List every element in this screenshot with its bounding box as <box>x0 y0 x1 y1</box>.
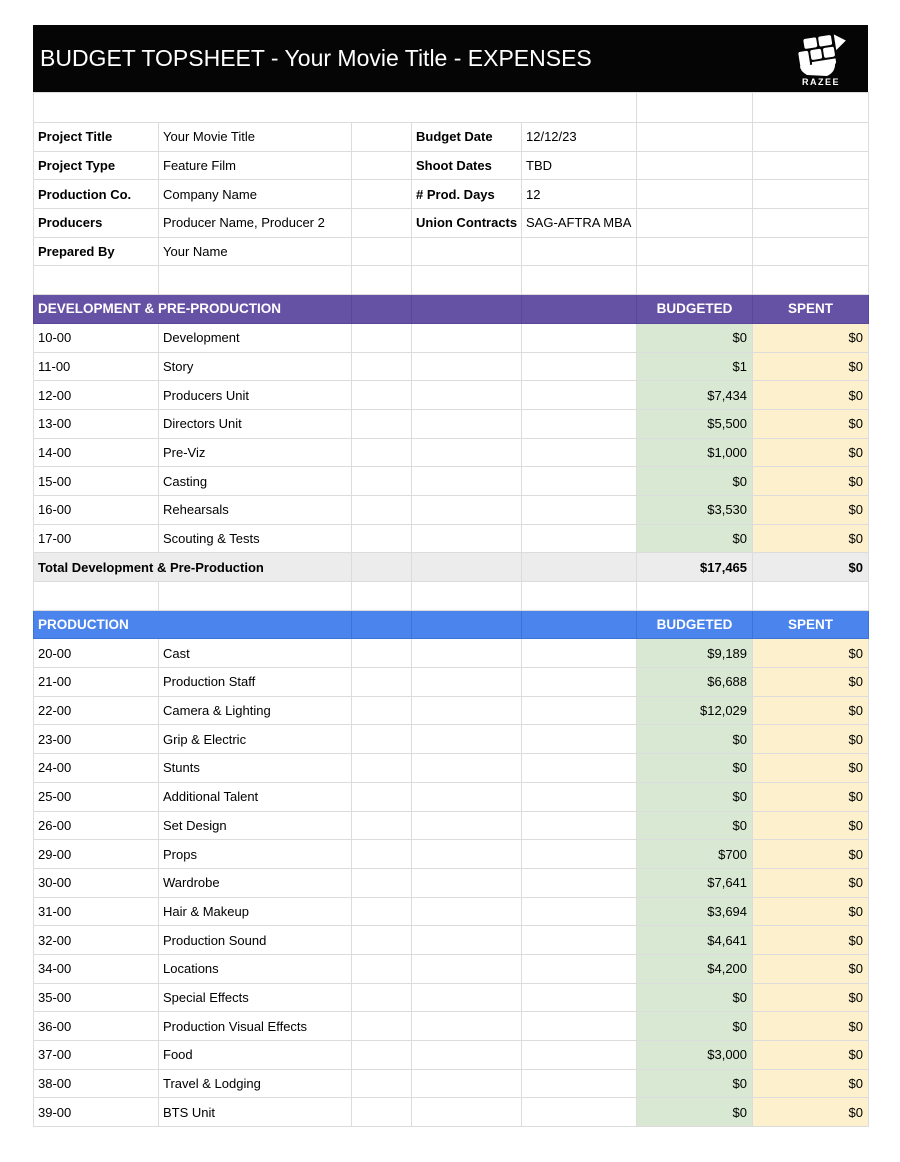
cell-empty <box>352 1069 412 1098</box>
cell-budgeted-amount: $12,029 <box>637 696 753 725</box>
cell-account-name: Production Visual Effects <box>159 1012 352 1041</box>
table-row <box>34 524 869 553</box>
cell-empty <box>352 897 412 926</box>
cell-info-label: Prepared By <box>34 237 159 266</box>
table-row <box>34 582 869 611</box>
table-row <box>34 725 869 754</box>
cell-empty <box>522 1012 637 1041</box>
table-row <box>34 754 869 783</box>
cell-empty <box>352 668 412 697</box>
cell-empty <box>522 381 637 410</box>
cell-empty <box>352 696 412 725</box>
table-row <box>34 1069 869 1098</box>
table-row <box>34 868 869 897</box>
cell-empty <box>352 868 412 897</box>
table-row <box>34 237 869 266</box>
cell-account-code: 13-00 <box>34 409 159 438</box>
cell-info-label: Production Co. <box>34 180 159 209</box>
cell-account-name: Special Effects <box>159 983 352 1012</box>
cell-empty <box>34 582 159 611</box>
cell-info-label: Union Contracts <box>412 209 522 238</box>
cell-account-name: Camera & Lighting <box>159 696 352 725</box>
cell-spent-amount: $0 <box>753 438 869 467</box>
cell-empty <box>753 266 869 295</box>
cell-account-code: 26-00 <box>34 811 159 840</box>
table-row <box>34 954 869 983</box>
cell-account-code: 32-00 <box>34 926 159 955</box>
cell-account-code: 10-00 <box>34 323 159 352</box>
cell-empty <box>352 123 412 152</box>
cell-info-label: Producers <box>34 209 159 238</box>
cell-account-name: Additional Talent <box>159 782 352 811</box>
cell-account-code: 16-00 <box>34 495 159 524</box>
cell-total-label: Total Development & Pre-Production <box>34 553 352 582</box>
column-header-spent: SPENT <box>753 295 869 324</box>
section-title: DEVELOPMENT & PRE-PRODUCTION <box>34 295 352 324</box>
cell-budgeted-amount: $7,641 <box>637 868 753 897</box>
cell-account-name: Casting <box>159 467 352 496</box>
cell-budgeted-amount: $3,530 <box>637 495 753 524</box>
cell-empty <box>522 495 637 524</box>
cell-info-value <box>522 237 637 266</box>
table-row <box>34 668 869 697</box>
cell-account-name: Scouting & Tests <box>159 524 352 553</box>
cell-empty <box>412 926 522 955</box>
cell-empty <box>637 266 753 295</box>
cell-spent-amount: $0 <box>753 668 869 697</box>
cell-empty <box>352 811 412 840</box>
cell-empty <box>412 1098 522 1127</box>
cell-account-code: 25-00 <box>34 782 159 811</box>
cell-empty <box>522 696 637 725</box>
cell-empty <box>412 495 522 524</box>
cell-spent-amount: $0 <box>753 524 869 553</box>
cell-empty <box>412 725 522 754</box>
cell-empty <box>412 438 522 467</box>
cell-empty <box>352 266 412 295</box>
cell-empty <box>412 553 522 582</box>
cell-info-value: TBD <box>522 151 637 180</box>
cell-spent-amount: $0 <box>753 409 869 438</box>
cell-account-code: 14-00 <box>34 438 159 467</box>
cell-account-name: BTS Unit <box>159 1098 352 1127</box>
razee-fist-icon <box>788 32 854 86</box>
cell-info-value: Company Name <box>159 180 352 209</box>
cell-empty <box>352 983 412 1012</box>
cell-account-code: 15-00 <box>34 467 159 496</box>
cell-empty <box>352 582 412 611</box>
cell-info-label: Shoot Dates <box>412 151 522 180</box>
cell-empty <box>159 582 352 611</box>
cell-spent-amount: $0 <box>753 725 869 754</box>
cell-empty <box>412 782 522 811</box>
cell-empty <box>412 1041 522 1070</box>
cell-budgeted-amount: $5,500 <box>637 409 753 438</box>
cell-empty <box>352 209 412 238</box>
cell-spent-amount: $0 <box>753 840 869 869</box>
cell-empty <box>522 1041 637 1070</box>
cell-account-code: 11-00 <box>34 352 159 381</box>
cell-budgeted-amount: $0 <box>637 782 753 811</box>
cell-budgeted-amount: $3,000 <box>637 1041 753 1070</box>
table-row <box>34 409 869 438</box>
cell-account-name: Hair & Makeup <box>159 897 352 926</box>
cell-info-value: Your Movie Title <box>159 123 352 152</box>
table-row <box>34 123 869 152</box>
cell-empty <box>412 352 522 381</box>
cell-empty <box>522 754 637 783</box>
cell-account-code: 17-00 <box>34 524 159 553</box>
cell-account-code: 37-00 <box>34 1041 159 1070</box>
cell-account-code: 29-00 <box>34 840 159 869</box>
cell-empty <box>522 668 637 697</box>
table-row <box>34 696 869 725</box>
cell-spent-amount: $0 <box>753 381 869 410</box>
cell-account-code: 39-00 <box>34 1098 159 1127</box>
cell-empty <box>522 811 637 840</box>
table-row <box>34 180 869 209</box>
cell-empty <box>352 381 412 410</box>
cell-budgeted-amount: $0 <box>637 1012 753 1041</box>
table-row <box>34 1041 869 1070</box>
cell-empty <box>352 954 412 983</box>
cell-empty <box>412 1069 522 1098</box>
table-row <box>34 151 869 180</box>
title-bar <box>33 25 868 92</box>
cell-empty <box>412 409 522 438</box>
cell-empty <box>352 1098 412 1127</box>
cell-empty <box>522 897 637 926</box>
table-row <box>34 495 869 524</box>
cell-account-name: Production Staff <box>159 668 352 697</box>
table-row <box>34 266 869 295</box>
cell-empty <box>412 811 522 840</box>
cell-spent-amount: $0 <box>753 1069 869 1098</box>
cell-account-name: Grip & Electric <box>159 725 352 754</box>
cell-empty <box>522 266 637 295</box>
cell-spent-amount: $0 <box>753 897 869 926</box>
cell-empty <box>522 524 637 553</box>
cell-spent-amount: $0 <box>753 467 869 496</box>
cell-empty <box>412 754 522 783</box>
cell-empty <box>352 524 412 553</box>
cell-budgeted-amount: $0 <box>637 811 753 840</box>
cell-empty <box>522 409 637 438</box>
cell-empty <box>412 582 522 611</box>
cell-budgeted-amount: $700 <box>637 840 753 869</box>
cell-account-code: 24-00 <box>34 754 159 783</box>
cell-budgeted-amount: $0 <box>637 323 753 352</box>
cell-empty <box>753 180 869 209</box>
cell-account-code: 23-00 <box>34 725 159 754</box>
cell-empty <box>522 725 637 754</box>
cell-spent-amount: $0 <box>753 1041 869 1070</box>
cell-budgeted-amount: $0 <box>637 725 753 754</box>
cell-empty <box>753 123 869 152</box>
cell-account-code: 20-00 <box>34 639 159 668</box>
cell-empty <box>412 381 522 410</box>
cell-empty <box>522 1098 637 1127</box>
column-header-budgeted: BUDGETED <box>637 610 753 639</box>
cell-empty <box>352 151 412 180</box>
cell-empty <box>753 151 869 180</box>
cell-info-label: # Prod. Days <box>412 180 522 209</box>
cell-info-label: Project Type <box>34 151 159 180</box>
cell-account-name: Cast <box>159 639 352 668</box>
cell-empty <box>637 582 753 611</box>
cell-empty <box>352 180 412 209</box>
section-header-production <box>34 610 869 639</box>
cell-account-name: Production Sound <box>159 926 352 955</box>
cell-account-name: Set Design <box>159 811 352 840</box>
cell-empty <box>412 323 522 352</box>
cell-info-label: Budget Date <box>412 123 522 152</box>
cell-account-name: Pre-Viz <box>159 438 352 467</box>
cell-budgeted-amount: $0 <box>637 1069 753 1098</box>
cell-account-code: 36-00 <box>34 1012 159 1041</box>
cell-account-name: Locations <box>159 954 352 983</box>
cell-budgeted-amount: $0 <box>637 754 753 783</box>
cell-account-code: 31-00 <box>34 897 159 926</box>
cell-budgeted-amount: $1 <box>637 352 753 381</box>
cell-empty <box>522 352 637 381</box>
cell-account-name: Story <box>159 352 352 381</box>
cell-budgeted-amount: $0 <box>637 524 753 553</box>
cell-empty <box>412 868 522 897</box>
cell-empty <box>522 467 637 496</box>
cell-empty <box>352 1012 412 1041</box>
cell-account-code: 30-00 <box>34 868 159 897</box>
cell-empty <box>352 409 412 438</box>
cell-spent-amount: $0 <box>753 782 869 811</box>
table-row <box>34 897 869 926</box>
razee-logo <box>788 32 854 86</box>
cell-empty <box>352 352 412 381</box>
cell-info-label: Project Title <box>34 123 159 152</box>
cell-spent-amount: $0 <box>753 696 869 725</box>
cell-empty <box>352 754 412 783</box>
cell-budgeted-amount: $6,688 <box>637 668 753 697</box>
cell-empty <box>352 467 412 496</box>
cell-empty <box>522 782 637 811</box>
cell-empty <box>522 639 637 668</box>
table-row <box>34 811 869 840</box>
table-row <box>34 93 869 123</box>
table-row <box>34 639 869 668</box>
table-row <box>34 323 869 352</box>
cell-spent-amount: $0 <box>753 1012 869 1041</box>
table-row <box>34 840 869 869</box>
cell-spent-amount: $0 <box>753 926 869 955</box>
cell-account-code: 22-00 <box>34 696 159 725</box>
cell-account-code: 35-00 <box>34 983 159 1012</box>
cell-empty <box>637 123 753 152</box>
table-row <box>34 467 869 496</box>
cell-budgeted-amount: $7,434 <box>637 381 753 410</box>
table-row <box>34 1098 869 1127</box>
cell-empty <box>412 897 522 926</box>
cell-empty <box>637 237 753 266</box>
cell-spent-amount: $0 <box>753 639 869 668</box>
cell-empty <box>352 840 412 869</box>
cell-budgeted-amount: $0 <box>637 1098 753 1127</box>
razee-logo-text: RAZEE <box>801 76 841 86</box>
cell-account-name: Food <box>159 1041 352 1070</box>
table-row <box>34 209 869 238</box>
cell-spent-amount: $0 <box>753 1098 869 1127</box>
cell-empty <box>753 93 869 123</box>
section-title: PRODUCTION <box>34 610 352 639</box>
cell-empty <box>412 840 522 869</box>
table-row <box>34 983 869 1012</box>
cell-empty <box>522 553 637 582</box>
column-header-budgeted: BUDGETED <box>637 295 753 324</box>
cell-account-name: Directors Unit <box>159 409 352 438</box>
cell-account-name: Producers Unit <box>159 381 352 410</box>
cell-empty <box>352 438 412 467</box>
section-header-development <box>34 295 869 324</box>
cell-empty <box>522 323 637 352</box>
cell-empty <box>352 610 412 639</box>
cell-empty <box>352 323 412 352</box>
cell-account-code: 12-00 <box>34 381 159 410</box>
cell-spent-amount: $0 <box>753 323 869 352</box>
cell-spent-amount: $0 <box>753 495 869 524</box>
cell-empty <box>412 639 522 668</box>
cell-empty <box>522 1069 637 1098</box>
cell-account-name: Props <box>159 840 352 869</box>
cell-spent-amount: $0 <box>753 754 869 783</box>
page-title: BUDGET TOPSHEET - Your Movie Title - EXPENSES <box>40 45 592 71</box>
cell-empty <box>522 438 637 467</box>
cell-budgeted-amount: $0 <box>637 467 753 496</box>
cell-info-value: Producer Name, Producer 2 <box>159 209 352 238</box>
cell-empty <box>352 553 412 582</box>
total-row-development <box>34 553 869 582</box>
cell-budgeted-amount: $9,189 <box>637 639 753 668</box>
cell-empty <box>352 639 412 668</box>
table-row <box>34 381 869 410</box>
cell-budgeted-amount: $4,200 <box>637 954 753 983</box>
cell-account-code: 38-00 <box>34 1069 159 1098</box>
table-row <box>34 1012 869 1041</box>
cell-empty <box>637 93 753 123</box>
cell-empty <box>352 926 412 955</box>
cell-empty <box>352 495 412 524</box>
cell-spent-amount: $0 <box>753 811 869 840</box>
budget-table <box>33 92 869 1127</box>
cell-empty <box>753 582 869 611</box>
cell-spent-amount: $0 <box>753 868 869 897</box>
cell-account-code: 21-00 <box>34 668 159 697</box>
cell-info-value: 12/12/23 <box>522 123 637 152</box>
cell-empty <box>412 266 522 295</box>
cell-spent-amount: $0 <box>753 983 869 1012</box>
cell-total-budgeted: $17,465 <box>637 553 753 582</box>
cell-empty <box>159 266 352 295</box>
cell-empty <box>34 266 159 295</box>
cell-account-name: Stunts <box>159 754 352 783</box>
table-row <box>34 352 869 381</box>
cell-empty <box>522 582 637 611</box>
cell-empty <box>412 467 522 496</box>
cell-spent-amount: $0 <box>753 954 869 983</box>
cell-info-value: Feature Film <box>159 151 352 180</box>
cell-empty <box>412 610 522 639</box>
cell-account-name: Wardrobe <box>159 868 352 897</box>
cell-empty <box>522 868 637 897</box>
cell-spent-amount: $0 <box>753 352 869 381</box>
cell-empty <box>522 840 637 869</box>
cell-empty <box>637 151 753 180</box>
cell-budgeted-amount: $1,000 <box>637 438 753 467</box>
table-row <box>34 926 869 955</box>
cell-info-value: 12 <box>522 180 637 209</box>
cell-budgeted-amount: $4,641 <box>637 926 753 955</box>
cell-empty <box>352 1041 412 1070</box>
cell-empty <box>352 237 412 266</box>
cell-empty <box>412 668 522 697</box>
cell-info-value: Your Name <box>159 237 352 266</box>
cell-account-code: 34-00 <box>34 954 159 983</box>
cell-info-label <box>412 237 522 266</box>
cell-empty <box>522 610 637 639</box>
cell-account-name: Travel & Lodging <box>159 1069 352 1098</box>
cell-empty <box>522 926 637 955</box>
cell-empty <box>412 954 522 983</box>
cell-empty <box>412 696 522 725</box>
cell-empty <box>522 954 637 983</box>
cell-empty <box>412 1012 522 1041</box>
cell-empty <box>412 524 522 553</box>
column-header-spent: SPENT <box>753 610 869 639</box>
cell-empty <box>522 983 637 1012</box>
cell-empty <box>637 209 753 238</box>
cell-budgeted-amount: $3,694 <box>637 897 753 926</box>
cell-empty <box>352 295 412 324</box>
cell-empty <box>753 237 869 266</box>
budget-topsheet <box>33 25 868 1127</box>
cell-empty <box>352 782 412 811</box>
table-row <box>34 438 869 467</box>
table-row <box>34 782 869 811</box>
cell-budgeted-amount: $0 <box>637 983 753 1012</box>
cell-account-name: Rehearsals <box>159 495 352 524</box>
cell-info-value: SAG-AFTRA MBA <box>522 209 637 238</box>
cell-empty <box>522 295 637 324</box>
cell-empty <box>753 209 869 238</box>
cell-empty <box>352 725 412 754</box>
cell-account-name: Development <box>159 323 352 352</box>
cell-empty <box>637 180 753 209</box>
cell-empty <box>34 93 637 123</box>
cell-total-spent: $0 <box>753 553 869 582</box>
cell-empty <box>412 295 522 324</box>
cell-empty <box>412 983 522 1012</box>
